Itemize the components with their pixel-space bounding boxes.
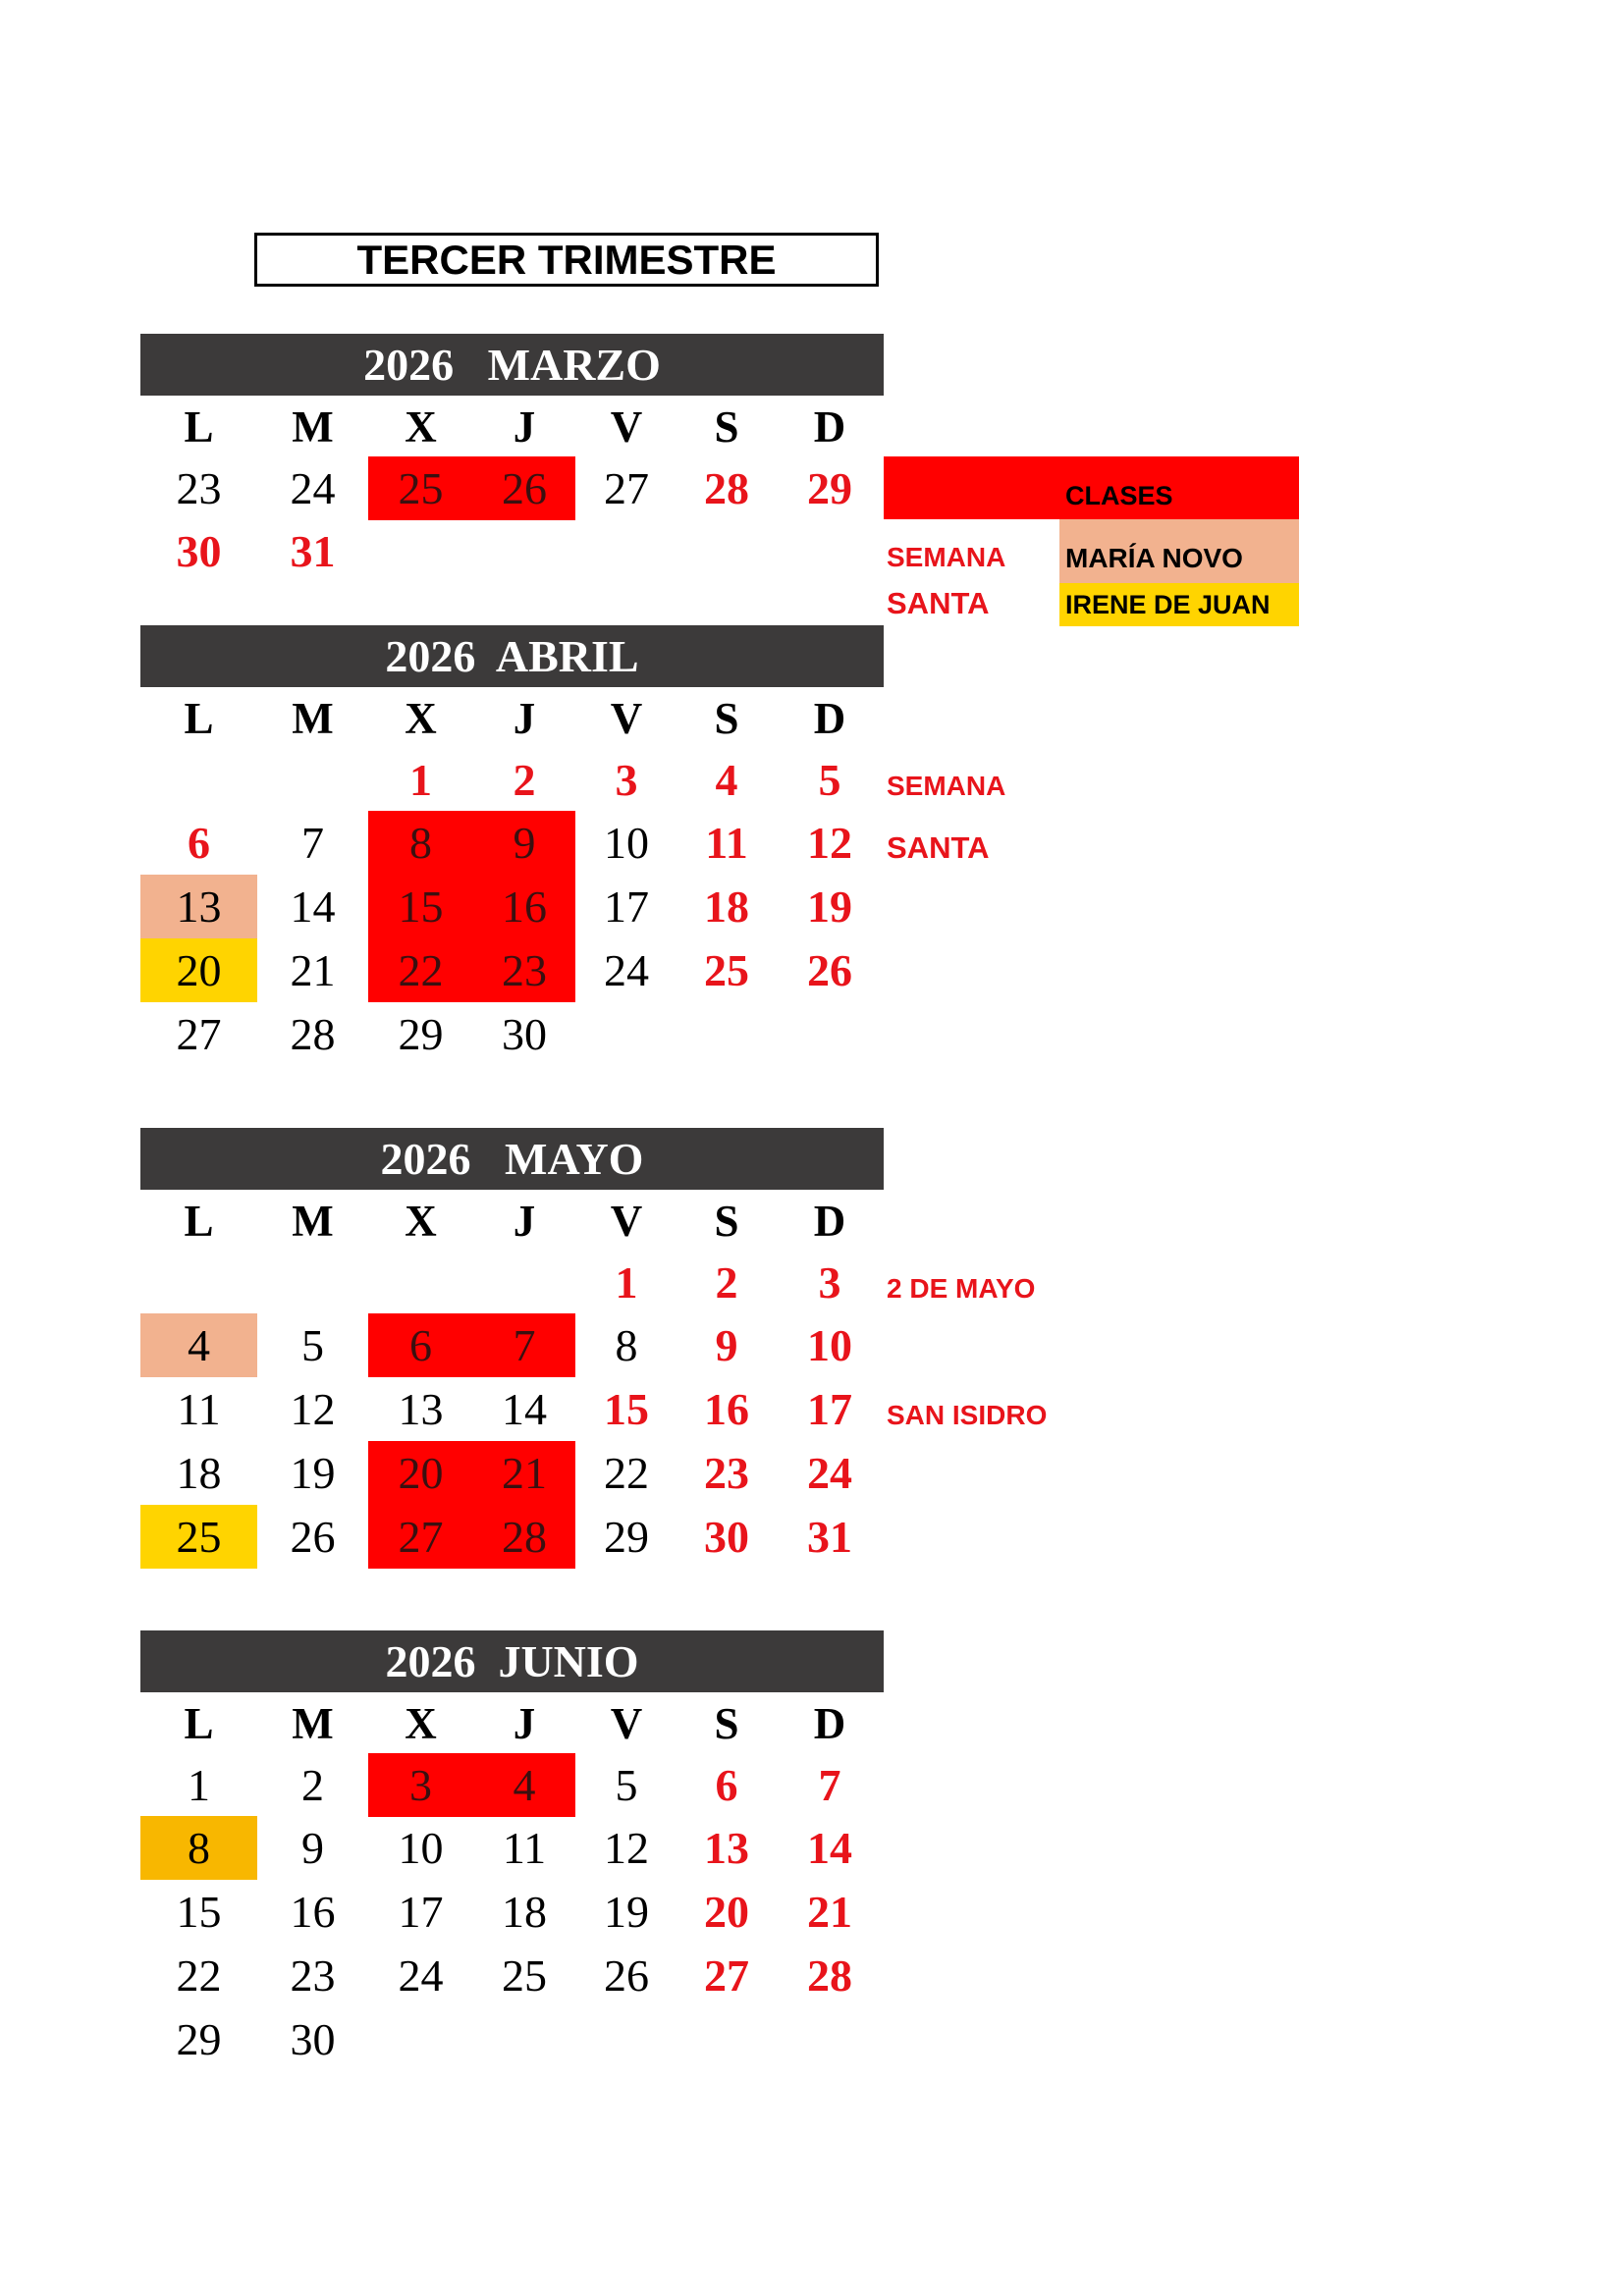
day-cell[interactable]: 5 bbox=[818, 755, 841, 805]
day-cell[interactable]: 21 bbox=[290, 945, 336, 995]
note-san-isidro: SAN ISIDRO bbox=[887, 1400, 1048, 1430]
day-cell[interactable]: 27 bbox=[368, 1505, 473, 1569]
day-cell[interactable]: 16 bbox=[704, 1384, 749, 1434]
day-cell[interactable]: 20 bbox=[704, 1887, 749, 1937]
day-cell[interactable]: 18 bbox=[704, 881, 749, 932]
day-cell[interactable]: 15 bbox=[176, 1887, 222, 1937]
day-cell[interactable]: 16 bbox=[473, 875, 575, 938]
day-cell[interactable]: 17 bbox=[398, 1887, 444, 1937]
day-cell[interactable]: 27 bbox=[704, 1950, 749, 2001]
day-cell[interactable]: 27 bbox=[176, 1009, 222, 1059]
page-title: TERCER TRIMESTRE bbox=[254, 233, 879, 287]
day-cell[interactable]: 11 bbox=[177, 1384, 221, 1434]
day-cell[interactable]: 23 bbox=[176, 463, 222, 513]
day-cell[interactable]: 23 bbox=[704, 1448, 749, 1498]
legend-irene-label: IRENE DE JUAN bbox=[1065, 590, 1271, 619]
day-cell[interactable]: 25 bbox=[502, 1950, 547, 2001]
day-cell[interactable]: 25 bbox=[704, 945, 749, 995]
weekday-label: L bbox=[184, 402, 214, 452]
day-cell[interactable]: 8 bbox=[140, 1816, 257, 1880]
day-cell[interactable]: 29 bbox=[398, 1009, 444, 1059]
day-cell[interactable]: 7 bbox=[818, 1760, 841, 1810]
day-cell[interactable]: 3 bbox=[818, 1257, 841, 1308]
day-cell[interactable]: 29 bbox=[176, 2014, 222, 2064]
day-cell[interactable]: 24 bbox=[807, 1448, 852, 1498]
day-cell[interactable]: 17 bbox=[604, 881, 649, 932]
weekday-label: M bbox=[292, 402, 334, 452]
day-cell[interactable]: 24 bbox=[290, 463, 336, 513]
day-cell[interactable]: 25 bbox=[140, 1505, 257, 1569]
day-cell[interactable]: 15 bbox=[604, 1384, 649, 1434]
month-header: 2026 MAYO bbox=[140, 1128, 884, 1190]
day-cell[interactable]: 26 bbox=[290, 1512, 336, 1562]
day-cell[interactable]: 29 bbox=[604, 1512, 649, 1562]
day-cell[interactable]: 20 bbox=[368, 1441, 473, 1505]
legend-irene bbox=[1059, 583, 1299, 626]
weekday-label: X bbox=[405, 402, 437, 452]
day-cell[interactable]: 26 bbox=[807, 945, 852, 995]
day-cell[interactable]: 19 bbox=[604, 1887, 649, 1937]
day-cell[interactable]: 6 bbox=[368, 1313, 473, 1377]
day-cell[interactable]: 4 bbox=[473, 1753, 575, 1817]
weekday-label: D bbox=[813, 694, 846, 743]
day-cell[interactable]: 9 bbox=[473, 811, 575, 875]
day-cell[interactable]: 14 bbox=[290, 881, 336, 932]
weekday-label: S bbox=[714, 402, 739, 452]
day-cell[interactable]: 18 bbox=[502, 1887, 547, 1937]
note-semana-1: SEMANA bbox=[887, 542, 1006, 572]
day-cell[interactable]: 7 bbox=[301, 818, 324, 868]
day-cell[interactable]: 2 bbox=[301, 1760, 324, 1810]
day-cell[interactable]: 8 bbox=[368, 811, 473, 875]
note-santa-2: SANTA bbox=[887, 830, 990, 865]
day-cell[interactable]: 13 bbox=[140, 875, 257, 938]
day-cell[interactable]: 21 bbox=[807, 1887, 852, 1937]
day-cell[interactable]: 16 bbox=[290, 1887, 336, 1937]
day-cell[interactable]: 30 bbox=[502, 1009, 547, 1059]
weekday-label: L bbox=[184, 1699, 214, 1748]
weekday-label: M bbox=[292, 1197, 334, 1246]
day-cell[interactable]: 3 bbox=[368, 1753, 473, 1817]
day-cell[interactable]: 1 bbox=[409, 755, 432, 805]
weekday-label: D bbox=[813, 402, 846, 452]
day-cell[interactable]: 6 bbox=[715, 1760, 738, 1810]
legend-maria-label: MARÍA NOVO bbox=[1065, 543, 1243, 573]
day-cell[interactable]: 28 bbox=[704, 463, 749, 513]
weekday-label: L bbox=[184, 694, 214, 743]
day-cell[interactable]: 30 bbox=[704, 1512, 749, 1562]
day-cell[interactable]: 24 bbox=[604, 945, 649, 995]
day-cell[interactable]: 19 bbox=[290, 1448, 336, 1498]
day-cell[interactable]: 25 bbox=[368, 456, 473, 520]
day-cell[interactable]: 23 bbox=[473, 938, 575, 1002]
day-cell[interactable]: 6 bbox=[188, 818, 210, 868]
weekday-label: L bbox=[184, 1197, 214, 1246]
day-cell[interactable]: 9 bbox=[301, 1823, 324, 1873]
note-santa-1: SANTA bbox=[887, 586, 990, 620]
day-cell[interactable]: 8 bbox=[615, 1320, 638, 1370]
day-cell[interactable]: 1 bbox=[615, 1257, 638, 1308]
day-cell[interactable]: 20 bbox=[140, 938, 257, 1002]
day-cell[interactable]: 4 bbox=[715, 755, 738, 805]
day-cell[interactable]: 27 bbox=[604, 463, 649, 513]
day-cell[interactable]: 13 bbox=[704, 1823, 749, 1873]
weekday-label: V bbox=[610, 1197, 643, 1246]
day-cell[interactable]: 10 bbox=[807, 1320, 852, 1370]
day-cell[interactable]: 5 bbox=[301, 1320, 324, 1370]
day-cell[interactable]: 30 bbox=[176, 526, 222, 576]
month-header: 2026 MARZO bbox=[140, 334, 884, 396]
month-header: 2026 JUNIO bbox=[140, 1630, 884, 1692]
day-cell[interactable]: 17 bbox=[807, 1384, 852, 1434]
weekday-label: S bbox=[714, 1197, 739, 1246]
day-cell[interactable]: 5 bbox=[615, 1760, 638, 1810]
weekday-label: J bbox=[513, 1699, 536, 1748]
day-cell[interactable]: 19 bbox=[807, 881, 852, 932]
day-cell[interactable]: 31 bbox=[290, 526, 336, 576]
weekday-label: D bbox=[813, 1699, 846, 1748]
weekday-label: V bbox=[610, 402, 643, 452]
day-cell[interactable]: 22 bbox=[604, 1448, 649, 1498]
day-cell[interactable]: 10 bbox=[604, 818, 649, 868]
day-cell[interactable]: 11 bbox=[705, 818, 748, 868]
weekday-label: V bbox=[610, 694, 643, 743]
legend-maria bbox=[1059, 519, 1299, 583]
month-header: 2026 ABRIL bbox=[140, 625, 884, 687]
day-cell[interactable]: 22 bbox=[176, 1950, 222, 2001]
day-cell[interactable]: 26 bbox=[604, 1950, 649, 2001]
day-cell[interactable]: 14 bbox=[502, 1384, 547, 1434]
weekday-label: D bbox=[813, 1197, 846, 1246]
day-cell[interactable]: 3 bbox=[615, 755, 638, 805]
day-cell[interactable]: 14 bbox=[807, 1823, 852, 1873]
day-cell[interactable]: 28 bbox=[290, 1009, 336, 1059]
day-cell[interactable]: 26 bbox=[473, 456, 575, 520]
day-cell[interactable]: 12 bbox=[807, 818, 852, 868]
note-dos-de-mayo: 2 DE MAYO bbox=[887, 1273, 1036, 1304]
day-cell[interactable]: 11 bbox=[502, 1823, 547, 1873]
day-cell[interactable]: 7 bbox=[473, 1313, 575, 1377]
day-cell[interactable]: 15 bbox=[368, 875, 473, 938]
legend-clases bbox=[884, 456, 1299, 519]
day-cell[interactable]: 10 bbox=[398, 1823, 444, 1873]
day-cell[interactable]: 22 bbox=[368, 938, 473, 1002]
day-cell[interactable]: 29 bbox=[807, 463, 852, 513]
day-cell[interactable]: 12 bbox=[290, 1384, 336, 1434]
weekday-label: J bbox=[513, 1197, 536, 1246]
weekday-label: M bbox=[292, 694, 334, 743]
weekday-label: X bbox=[405, 1197, 437, 1246]
day-cell[interactable]: 13 bbox=[398, 1384, 444, 1434]
day-cell[interactable]: 30 bbox=[290, 2014, 336, 2064]
day-cell[interactable]: 9 bbox=[715, 1320, 738, 1370]
day-cell[interactable]: 4 bbox=[140, 1313, 257, 1377]
weekday-label: M bbox=[292, 1699, 334, 1748]
weekday-label: S bbox=[714, 1699, 739, 1748]
day-cell[interactable]: 12 bbox=[604, 1823, 649, 1873]
weekday-label: V bbox=[610, 1699, 643, 1748]
note-semana-2: SEMANA bbox=[887, 771, 1006, 801]
day-cell[interactable]: 2 bbox=[715, 1257, 738, 1308]
day-cell[interactable]: 18 bbox=[176, 1448, 222, 1498]
day-cell[interactable]: 2 bbox=[513, 755, 536, 805]
day-cell[interactable]: 28 bbox=[807, 1950, 852, 2001]
weekday-label: J bbox=[513, 402, 536, 452]
day-cell[interactable]: 1 bbox=[188, 1760, 210, 1810]
day-cell[interactable]: 21 bbox=[473, 1441, 575, 1505]
day-cell[interactable]: 31 bbox=[807, 1512, 852, 1562]
day-cell[interactable]: 24 bbox=[398, 1950, 444, 2001]
day-cell[interactable]: 28 bbox=[473, 1505, 575, 1569]
weekday-label: S bbox=[714, 694, 739, 743]
weekday-label: J bbox=[513, 694, 536, 743]
weekday-label: X bbox=[405, 694, 437, 743]
legend-clases-label: CLASES bbox=[1065, 481, 1173, 510]
weekday-label: X bbox=[405, 1699, 437, 1748]
day-cell[interactable]: 23 bbox=[290, 1950, 336, 2001]
